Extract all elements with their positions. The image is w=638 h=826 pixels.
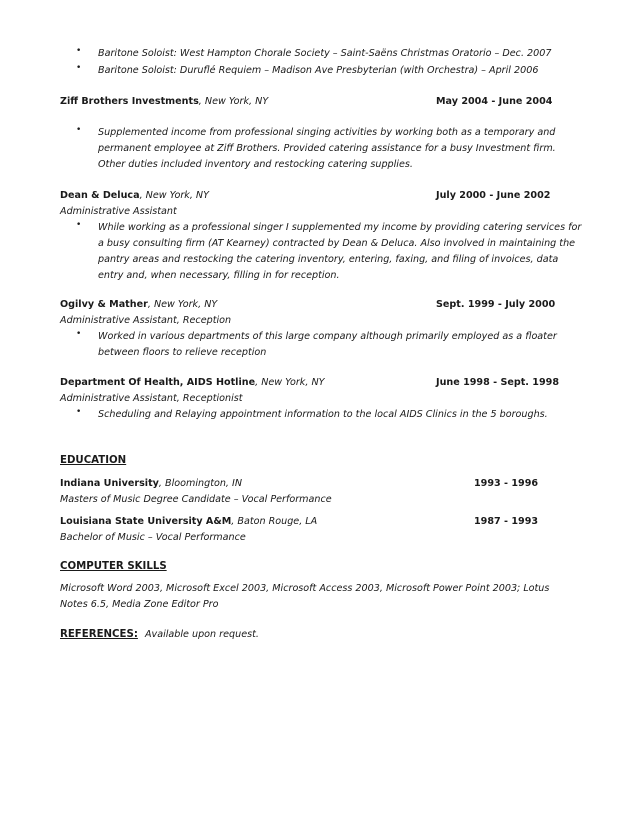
company-location: , New York, NY — [139, 190, 209, 201]
school-header — [60, 478, 242, 489]
bullet-text: While working as a professional singer I supplemented my income by providing catering services for a busy consulting firm (AT Kearney) contracted by Dean & Deluca. Also involved in maintaining the pantry areas and restocking the catering inventory, entering, faxing, and filing of invoices, data entry and, when necessary, filling in for reception. — [98, 222, 582, 281]
degree: Masters of Music Degree Candidate – Vocal Performance — [60, 494, 332, 505]
degree: Bachelor of Music – Vocal Performance — [60, 532, 246, 543]
job-header — [60, 96, 268, 107]
bullet-icon: • — [76, 407, 82, 417]
bullet-icon: • — [76, 125, 82, 135]
company-name: Ziff Brothers Investments — [60, 96, 199, 107]
references-heading: REFERENCES: — [60, 629, 138, 640]
bullet-text: Supplemented income from professional singing activities by working both as a temporary and permanent employee at Ziff Brothers. Provided catering assistance for a busy Investment firm. Other duties included inventory and restocking catering supplies. — [98, 127, 556, 170]
job-title: Administrative Assistant, Reception — [60, 315, 232, 326]
job-dates: May 2004 - June 2004 — [436, 96, 553, 107]
job-header — [60, 299, 217, 310]
bullet-icon: • — [76, 63, 82, 73]
skills-text: Microsoft Word 2003, Microsoft Excel 2003, Microsoft Access 2003, Microsoft Power Point 2003; Lotus — [60, 583, 550, 594]
school-location: , Baton Rouge, LA — [231, 516, 318, 527]
bullet-text: Baritone Soloist: Duruflé Requiem – Madison Ave Presbyterian (with Orchestra) – April 2006 — [98, 65, 539, 76]
company-location: , New York, NY — [255, 377, 325, 388]
school-dates: 1993 - 1996 — [474, 478, 539, 489]
job-header — [60, 377, 324, 388]
bullet-icon: • — [76, 329, 82, 339]
skills-text: Notes 6.5, Media Zone Editor Pro — [60, 599, 219, 610]
company-location: , New York, NY — [198, 96, 269, 107]
references-text: Available upon request. — [144, 629, 259, 640]
company-name: Ogilvy & Mather — [60, 299, 148, 310]
bullet-text: Baritone Soloist: West Hampton Chorale Society – Saint-Saëns Christmas Oratorio – Dec. 2007 — [98, 48, 552, 59]
school-name: Indiana University — [60, 478, 159, 489]
job-dates: June 1998 - Sept. 1998 — [436, 377, 559, 388]
school-dates: 1987 - 1993 — [474, 516, 539, 527]
job-dates: July 2000 - June 2002 — [436, 190, 551, 201]
references-line — [60, 629, 259, 640]
job-dates: Sept. 1999 - July 2000 — [436, 299, 556, 310]
company-name: Dean & Deluca — [60, 190, 140, 201]
job-title: Administrative Assistant — [60, 206, 177, 217]
bullet-icon: • — [76, 46, 82, 56]
job-title: Administrative Assistant, Receptionist — [60, 393, 243, 404]
education-heading: EDUCATION — [60, 455, 127, 466]
school-header — [60, 516, 317, 527]
job-header — [60, 190, 209, 201]
school-name: Louisiana State University A&M — [60, 516, 232, 527]
school-location: , Bloomington, IN — [158, 478, 243, 489]
company-name: Department Of Health, AIDS Hotline — [60, 377, 256, 388]
skills-heading: COMPUTER SKILLS — [60, 561, 167, 572]
bullet-text: Worked in various departments of this large company although primarily employed as a floater between floors to relieve reception — [98, 331, 557, 358]
bullet-text: Scheduling and Relaying appointment information to the local AIDS Clinics in the 5 boroughs. — [98, 409, 548, 420]
bullet-icon: • — [76, 220, 82, 230]
company-location: , New York, NY — [147, 299, 218, 310]
